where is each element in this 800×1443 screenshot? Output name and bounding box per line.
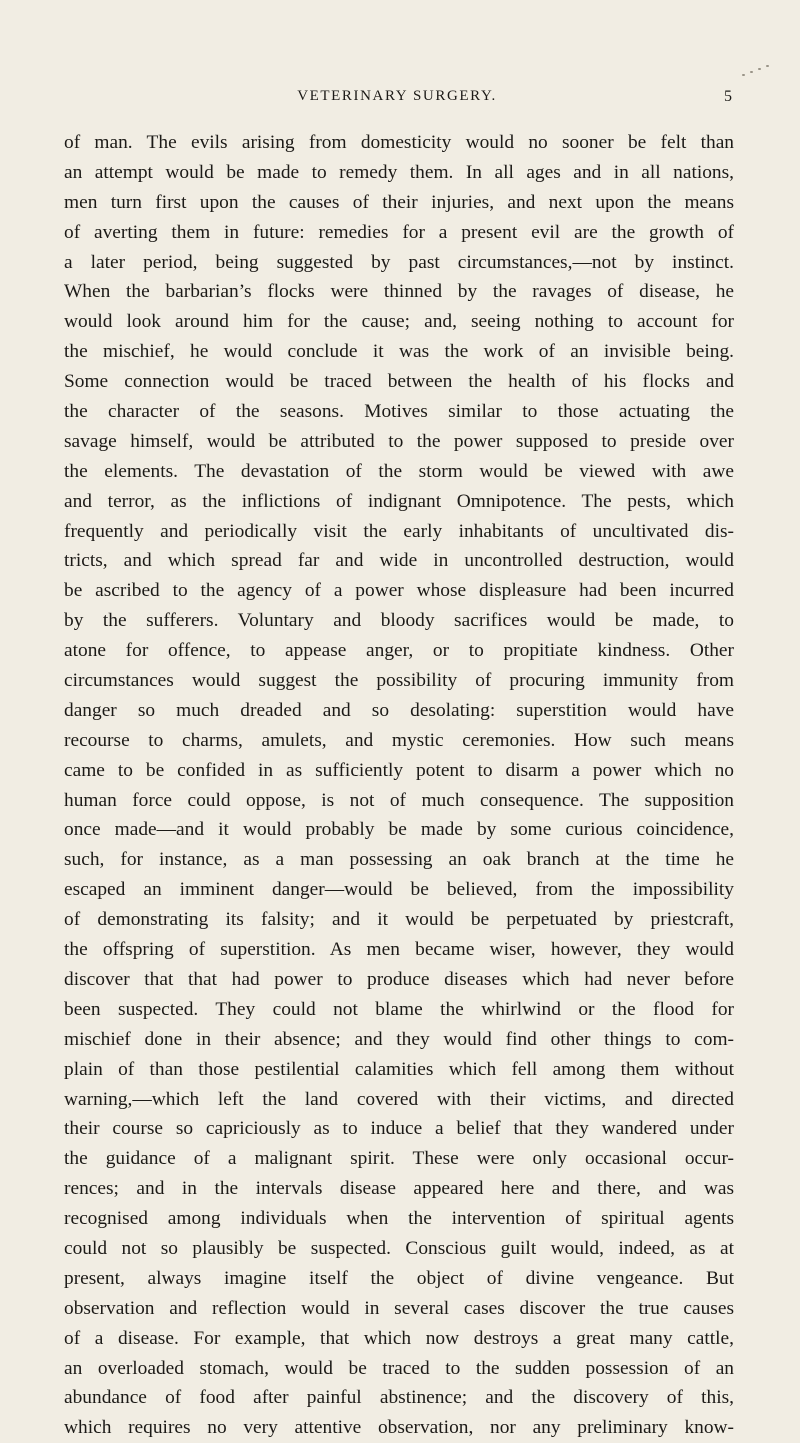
text-line: the character of the seasons. Motives similar to those actuating the — [64, 401, 734, 423]
text-line: which requires no very attentive observation, nor any preliminary know- — [64, 1417, 734, 1439]
text-line: rences; and in the intervals disease appeared here and there, and was — [64, 1178, 734, 1200]
text-line: been suspected. They could not blame the whirlwind or the flood for — [64, 998, 734, 1020]
text-line: the mischief, he would conclude it was the work of an invisible being. — [64, 341, 734, 363]
ink-speck-marks — [740, 62, 774, 80]
text-line: men turn first upon the causes of their injuries, and next upon the means — [64, 191, 734, 213]
text-line: of a disease. For example, that which now destroys a great many cattle, — [64, 1327, 734, 1349]
text-line: would look around him for the cause; and, seeing nothing to account for — [64, 311, 734, 333]
text-line: mischief done in their absence; and they would find other things to com- — [64, 1028, 734, 1050]
text-line: tricts, and which spread far and wide in uncontrolled destruction, would — [64, 550, 734, 572]
text-line: abundance of food after painful abstinence; and the discovery of this, — [64, 1387, 734, 1409]
running-title: VETERINARY SURGERY. — [297, 88, 497, 104]
text-line: the guidance of a malignant spirit. These were only occasional occur- — [64, 1148, 734, 1170]
text-line: frequently and periodically visit the early inhabitants of uncultivated dis- — [64, 520, 734, 542]
text-line: the offspring of superstition. As men became wiser, however, they would — [64, 939, 734, 961]
text-line: escaped an imminent danger—would be believed, from the impossibility — [64, 879, 734, 901]
text-line: an attempt would be made to remedy them. In all ages and in all nations, — [64, 161, 734, 183]
text-line: plain of than those pestilential calamities which fell among them without — [64, 1058, 734, 1080]
running-head — [62, 88, 732, 110]
text-line: be ascribed to the agency of a power whose displeasure had been incurred — [64, 580, 734, 602]
text-line: recourse to charms, amulets, and mystic ceremonies. How such means — [64, 729, 734, 751]
text-line: once made—and it would probably be made by some curious coincidence, — [64, 819, 734, 841]
text-line: could not so plausibly be suspected. Conscious guilt would, indeed, as at — [64, 1237, 734, 1259]
text-line: an overloaded stomach, would be traced to the sudden possession of an — [64, 1357, 734, 1379]
text-line: and terror, as the inflictions of indignant Omnipotence. The pests, which — [64, 490, 734, 512]
text-line: atone for offence, to appease anger, or to propitiate kindness. Other — [64, 640, 734, 662]
text-line: When the barbarian’s flocks were thinned by the ravages of disease, he — [64, 281, 734, 303]
text-line: observation and reflection would in several cases discover the true causes — [64, 1297, 734, 1319]
text-line: their course so capriciously as to induce a belief that they wandered under — [64, 1118, 734, 1140]
text-line: of averting them in future: remedies for a present evil are the growth of — [64, 221, 734, 243]
text-line: discover that that had power to produce diseases which had never before — [64, 968, 734, 990]
text-line: such, for instance, as a man possessing an oak branch at the time he — [64, 849, 734, 871]
page-number: 5 — [724, 88, 732, 105]
text-line: recognised among individuals when the intervention of spiritual agents — [64, 1208, 734, 1230]
text-line: circumstances would suggest the possibility of procuring immunity from — [64, 670, 734, 692]
text-line: savage himself, would be attributed to the power supposed to preside over — [64, 430, 734, 452]
text-line: warning,—which left the land covered with their victims, and directed — [64, 1088, 734, 1110]
body-text — [64, 128, 734, 1443]
text-line: the elements. The devastation of the storm would be viewed with awe — [64, 460, 734, 482]
text-line: human force could oppose, is not of much consequence. The supposition — [64, 789, 734, 811]
text-line: Some connection would be traced between the health of his flocks and — [64, 371, 734, 393]
text-line: danger so much dreaded and so desolating: superstition would have — [64, 699, 734, 721]
text-line: came to be confided in as sufficiently potent to disarm a power which no — [64, 759, 734, 781]
text-line: present, always imagine itself the object of divine vengeance. But — [64, 1267, 734, 1289]
text-line: of man. The evils arising from domesticity would no sooner be felt than — [64, 132, 734, 153]
text-line: of demonstrating its falsity; and it would be perpetuated by priestcraft, — [64, 909, 734, 931]
text-line: a later period, being suggested by past circumstances,—not by instinct. — [64, 251, 734, 273]
text-line: by the sufferers. Voluntary and bloody sacrifices would be made, to — [64, 610, 734, 632]
